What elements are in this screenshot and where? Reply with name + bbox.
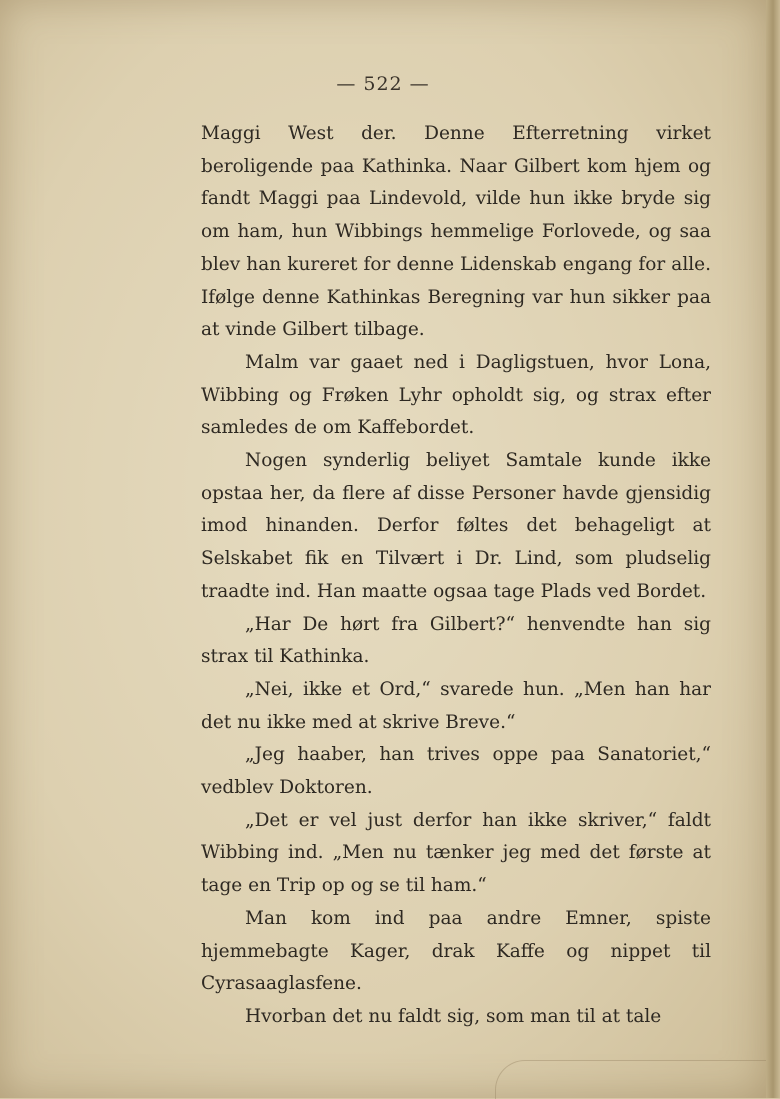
page-number: — 522 —: [336, 73, 430, 95]
paragraph: Nogen synderlig beliyet Samtale kunde ikke opstaa her, da flere af disse Personer havde gjensidig imod hinanden. Derfor føltes det behageligt at Selskabet fik en Tilvært i Dr. Lind, som pludselig traadte ind. Han maatte ogsaa tage Plads ved Bordet.: [201, 450, 711, 602]
paragraph: Malm var gaaet ned i Dagligstuen, hvor Lona, Wibbing og Frøken Lyhr opholdt sig, og strax efter samledes de om Kaffebordet.: [201, 351, 711, 439]
paragraph: „Jeg haaber, han trives oppe paa Sanatoriet,“ vedblev Doktoren.: [201, 744, 711, 799]
paragraph: „Nei, ikke et Ord,“ svarede hun. „Men han har det nu ikke med at skrive Breve.“: [201, 678, 711, 733]
paper-fold-mark: [495, 1060, 776, 1099]
paragraph: „Det er vel just derfor han ikke skriver,“ faldt Wibbing ind. „Men nu tænker jeg med det første at tage en Trip op og se til ham.“: [201, 809, 711, 897]
paragraph: Hvorban det nu faldt sig, som man til at tale: [245, 1005, 662, 1027]
paragraph: „Har De hørt fra Gilbert?“ henvendte han sig strax til Kathinka.: [201, 613, 711, 668]
body-text: [201, 118, 711, 1034]
paragraph: Man kom ind paa andre Emner, spiste hjemmebagte Kager, drak Kaffe og nippet til Cyrasaaglasfene.: [201, 907, 711, 995]
paragraph: Maggi West der. Denne Efterretning virket beroligende paa Kathinka. Naar Gilbert kom hjem og fandt Maggi paa Lindevold, vilde hun ikke bryde sig om ham, hun Wibbings hemmelige Forlovede, og saa blev han kureret for denne Lidenskab engang for alle. Ifølge denne Kathinkas Beregning var hun sikker paa at vinde Gilbert tilbage.: [201, 123, 711, 341]
page-edge: [766, 0, 780, 1098]
